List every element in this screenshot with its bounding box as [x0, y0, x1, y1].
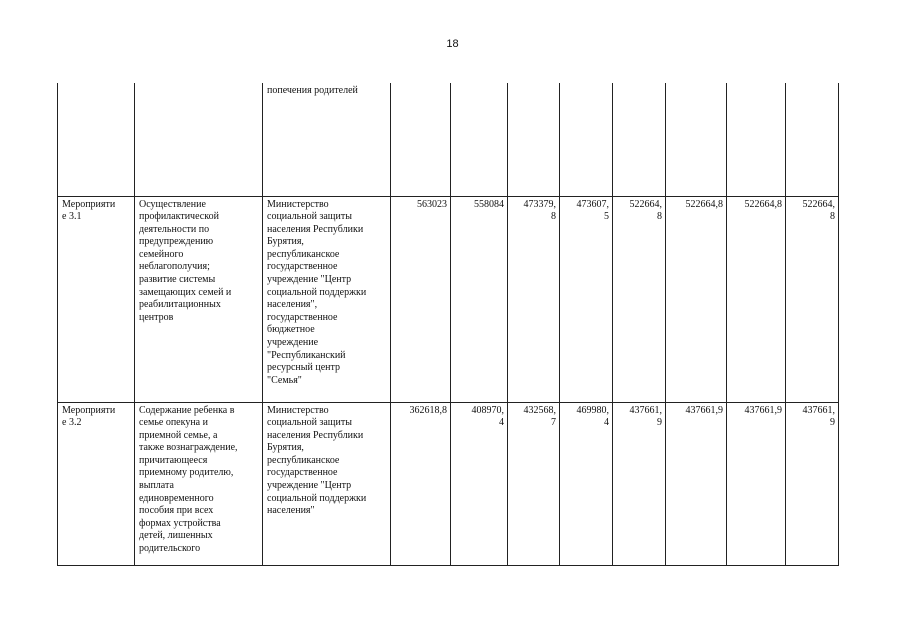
cell-text-line: ресурсный центр [267, 362, 340, 374]
activity-code-cell [58, 196, 135, 402]
cell-text-line: единовременного [139, 492, 214, 504]
cell-text-line: 8 [551, 211, 556, 223]
cell-text-line: е 3.1 [62, 211, 82, 223]
cell-text-line: Министерство [267, 404, 329, 416]
cell-text-line: социальной поддержки [267, 286, 367, 298]
cell-text-line: населения" [267, 505, 315, 517]
cell-text-line: Мероприяти [62, 198, 116, 210]
cell-text-line: неблагополучия; [139, 261, 210, 273]
cell-text-line: 522664, [629, 198, 662, 210]
activity-name-cell [135, 83, 263, 196]
executor-cell [263, 402, 391, 565]
cell-text-line: 437661, [629, 404, 662, 416]
funding-value-cell [786, 402, 839, 565]
funding-value-cell [613, 196, 666, 402]
cell-text-line: государственное [267, 311, 338, 323]
cell-text-line: 563023 [417, 198, 447, 210]
cell-text-line: республиканское [267, 248, 340, 260]
funding-value-cell [613, 402, 666, 565]
cell-text-line: семье опекуна и [139, 417, 208, 429]
cell-text-line: семейного [139, 248, 184, 260]
funding-value-cell [666, 196, 727, 402]
cell-text-line: 4 [604, 417, 609, 429]
cell-text-line: 437661,9 [744, 404, 782, 416]
cell-text-line: учреждение [267, 337, 319, 349]
cell-text-line: 8 [657, 211, 662, 223]
funding-value-cell [451, 402, 508, 565]
funding-value-cell [786, 83, 839, 196]
funding-value-cell [560, 196, 613, 402]
cell-text-line: Министерство [267, 198, 329, 210]
cell-text-line: 437661,9 [685, 404, 723, 416]
funding-value-cell [560, 83, 613, 196]
funding-value-cell [786, 196, 839, 402]
page-number: 18 [446, 38, 459, 50]
cell-text-line: приемному родителю, [139, 467, 234, 479]
funding-value-cell [451, 196, 508, 402]
cell-text-line: предупреждению [139, 236, 214, 248]
funding-value-cell [666, 402, 727, 565]
cell-text-line: 522664,8 [744, 198, 782, 210]
cell-text-line: учреждение "Центр [267, 480, 352, 492]
cell-text-line: 437661, [802, 404, 835, 416]
cell-text-line: также вознаграждение, [139, 442, 238, 454]
activity-name-cell [135, 196, 263, 402]
funding-value-cell [727, 83, 786, 196]
cell-text-line: формах устройства [139, 517, 221, 529]
cell-text-line: пособия при всех [139, 505, 214, 517]
funding-value-cell [391, 196, 451, 402]
program-activities-table [57, 83, 839, 566]
cell-text-line: населения Республики [267, 223, 364, 235]
cell-text-line: деятельности по [139, 223, 210, 235]
cell-text-line: 432568, [523, 404, 556, 416]
cell-text-line: бюджетное [267, 324, 315, 336]
funding-value-cell [727, 402, 786, 565]
cell-text-line: Мероприяти [62, 404, 116, 416]
funding-value-cell [508, 83, 560, 196]
cell-text-line: населения", [267, 299, 318, 311]
cell-text-line: республиканское [267, 454, 340, 466]
cell-text-line: выплата [139, 480, 174, 492]
cell-text-line: 9 [830, 417, 835, 429]
cell-text-line: родительского [139, 543, 201, 555]
cell-text-line: учреждение "Центр [267, 274, 352, 286]
activity-code-cell [58, 83, 135, 196]
cell-text-line: реабилитационных [139, 299, 221, 311]
executor-cell [263, 196, 391, 402]
cell-text-line: Содержание ребенка в [139, 404, 235, 416]
table-row [58, 83, 839, 196]
cell-text-line: Бурятия, [267, 442, 304, 454]
funding-value-cell [508, 196, 560, 402]
cell-text-line: 7 [551, 417, 556, 429]
funding-value-cell [560, 402, 613, 565]
funding-value-cell [391, 402, 451, 565]
cell-text-line: профилактической [139, 211, 219, 223]
table-row [58, 196, 839, 402]
activity-name-cell [135, 402, 263, 565]
cell-text-line: приемной семье, а [139, 429, 218, 441]
cell-text-line: замещающих семей и [139, 286, 232, 298]
funding-value-cell [727, 196, 786, 402]
cell-text-line: центров [139, 311, 174, 323]
cell-text-line: Бурятия, [267, 236, 304, 248]
cell-text-line: государственное [267, 261, 338, 273]
cell-text-line: причитающееся [139, 454, 208, 466]
table-row [58, 402, 839, 565]
cell-text-line: попечения родителей [267, 85, 358, 96]
cell-text-line: 522664, [802, 198, 835, 210]
funding-value-cell [666, 83, 727, 196]
cell-text-line: "Республиканский [267, 349, 346, 361]
cell-text-line: детей, лишенных [139, 530, 213, 542]
cell-text-line: социальной защиты [267, 417, 352, 429]
cell-text-line: Осуществление [139, 198, 206, 210]
cell-text-line: государственное [267, 467, 338, 479]
cell-text-line: 473607, [576, 198, 609, 210]
cell-text-line: 469980, [576, 404, 609, 416]
cell-text-line: 408970, [471, 404, 504, 416]
funding-value-cell [613, 83, 666, 196]
funding-value-cell [451, 83, 508, 196]
cell-text-line: 4 [499, 417, 504, 429]
activity-code-cell [58, 402, 135, 565]
cell-text-line: 522664,8 [685, 198, 723, 210]
funding-value-cell [391, 83, 451, 196]
cell-text-line: е 3.2 [62, 417, 82, 429]
cell-text-line: социальной защиты [267, 211, 352, 223]
cell-text-line: 9 [657, 417, 662, 429]
cell-text-line: развитие системы [139, 274, 216, 286]
cell-text-line: 5 [604, 211, 609, 223]
cell-text-line: 473379, [523, 198, 556, 210]
cell-text-line: 8 [830, 211, 835, 223]
funding-value-cell [508, 402, 560, 565]
cell-text-line: социальной поддержки [267, 492, 367, 504]
cell-text-line: 362618,8 [409, 404, 447, 416]
executor-cell [263, 83, 391, 196]
cell-text-line: 558084 [474, 198, 504, 210]
cell-text-line: "Семья" [267, 374, 302, 386]
cell-text-line: населения Республики [267, 429, 364, 441]
